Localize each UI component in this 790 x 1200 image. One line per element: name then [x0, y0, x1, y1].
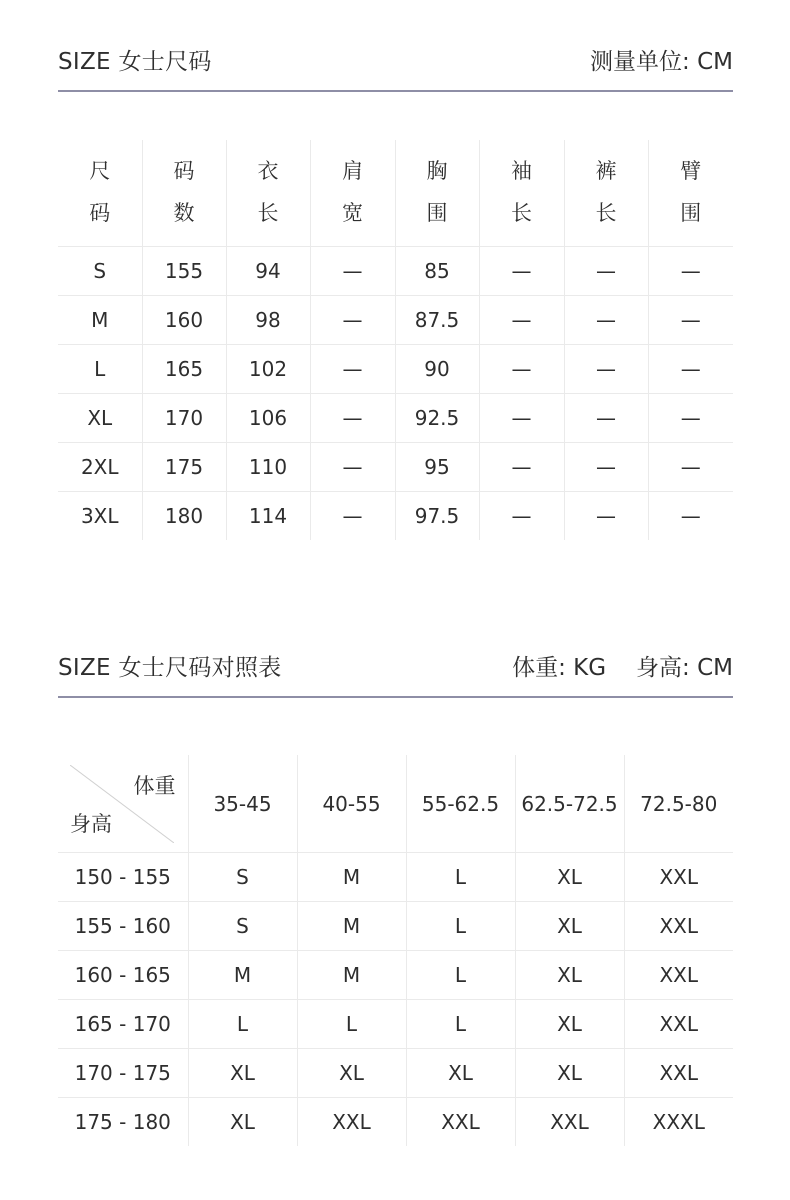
- size-cell: S: [188, 902, 297, 951]
- size-row-xl: [58, 394, 733, 443]
- table-row: [58, 1049, 733, 1098]
- table-row: [58, 902, 733, 951]
- size-cell: XXL: [297, 1098, 406, 1147]
- header-char: 码: [89, 201, 111, 225]
- size-comparison-header: [58, 656, 733, 698]
- height-unit-label: 身高: CM: [636, 655, 733, 681]
- table-cell: 160: [142, 296, 226, 345]
- corner-height-label: 身高: [70, 812, 112, 836]
- table-cell: —: [648, 492, 733, 541]
- size-cell: XL: [515, 1049, 624, 1098]
- table-cell: 3XL: [58, 492, 142, 541]
- size-cell: XXL: [624, 853, 733, 902]
- table-cell: 106: [226, 394, 310, 443]
- table-cell: —: [479, 394, 564, 443]
- table-cell: 95: [395, 443, 479, 492]
- height-range-cell: 170 - 175: [58, 1049, 188, 1098]
- weight-range-header: 55-62.5: [406, 755, 515, 853]
- table-cell: L: [58, 345, 142, 394]
- size-cell: L: [406, 902, 515, 951]
- header-char: 袖: [511, 159, 532, 183]
- table-cell: XL: [58, 394, 142, 443]
- size-cell: XL: [515, 902, 624, 951]
- table-cell: —: [310, 394, 395, 443]
- header-char: 围: [680, 201, 702, 225]
- size-cell: XXL: [624, 1000, 733, 1049]
- size-cell: L: [406, 853, 515, 902]
- size-cell: XL: [406, 1049, 515, 1098]
- size-cell: XL: [297, 1049, 406, 1098]
- size-chart-table: [58, 140, 733, 540]
- size-cell: XXL: [624, 951, 733, 1000]
- header-char: 围: [426, 201, 448, 225]
- table-cell: 98: [226, 296, 310, 345]
- size-cell: XL: [515, 1000, 624, 1049]
- height-range-cell: 150 - 155: [58, 853, 188, 902]
- weight-range-header: 40-55: [297, 755, 406, 853]
- header-char: 码: [173, 159, 195, 183]
- comparison-units: [512, 649, 733, 682]
- size-row-2xl: [58, 443, 733, 492]
- size-row-l: [58, 345, 733, 394]
- table-cell: —: [648, 345, 733, 394]
- table-row: [58, 951, 733, 1000]
- table-cell: 110: [226, 443, 310, 492]
- table-cell: —: [648, 394, 733, 443]
- size-chart-header-row: [58, 140, 733, 247]
- table-cell: 90: [395, 345, 479, 394]
- header-char: 宽: [342, 201, 363, 225]
- table-cell: —: [564, 247, 648, 296]
- comparison-header-row: [58, 755, 733, 853]
- header-cell-size: [58, 140, 142, 247]
- table-cell: 2XL: [58, 443, 142, 492]
- header-char: 肩: [342, 159, 363, 183]
- height-range-cell: 155 - 160: [58, 902, 188, 951]
- header-char: 数: [173, 201, 195, 225]
- size-row-3xl: [58, 492, 733, 541]
- table-cell: —: [648, 296, 733, 345]
- measurement-unit-label: 测量单位: CM: [590, 49, 733, 75]
- weight-range-header: 35-45: [188, 755, 297, 853]
- size-cell: XL: [188, 1098, 297, 1147]
- header-cell-sleeve: [479, 140, 564, 247]
- size-cell: L: [406, 951, 515, 1000]
- height-range-cell: 160 - 165: [58, 951, 188, 1000]
- size-cell: XXL: [515, 1098, 624, 1147]
- size-cell: S: [188, 853, 297, 902]
- size-comparison-title: SIZE 女士尺码对照表: [58, 655, 282, 681]
- size-cell: XL: [515, 951, 624, 1000]
- table-cell: —: [479, 492, 564, 541]
- height-range-cell: 175 - 180: [58, 1098, 188, 1147]
- table-cell: 87.5: [395, 296, 479, 345]
- header-char: 尺: [89, 159, 111, 183]
- table-cell: —: [564, 492, 648, 541]
- header-char: 长: [595, 201, 617, 225]
- table-cell: 97.5: [395, 492, 479, 541]
- table-cell: 180: [142, 492, 226, 541]
- size-cell: L: [297, 1000, 406, 1049]
- size-cell: L: [406, 1000, 515, 1049]
- header-char: 衣: [257, 159, 279, 183]
- table-cell: —: [564, 296, 648, 345]
- size-cell: XXL: [624, 902, 733, 951]
- table-cell: —: [564, 394, 648, 443]
- size-cell: M: [297, 902, 406, 951]
- header-char: 裤: [595, 159, 617, 183]
- table-cell: —: [564, 345, 648, 394]
- header-cell-length: [226, 140, 310, 247]
- table-cell: 114: [226, 492, 310, 541]
- measurement-unit: [590, 43, 733, 76]
- table-cell: 85: [395, 247, 479, 296]
- table-row: [58, 853, 733, 902]
- size-cell: XL: [188, 1049, 297, 1098]
- header-cell-chest: [395, 140, 479, 247]
- table-row: [58, 1000, 733, 1049]
- header-char: 胸: [426, 159, 448, 183]
- table-cell: 165: [142, 345, 226, 394]
- size-cell: XXL: [406, 1098, 515, 1147]
- header-char: 臂: [680, 159, 702, 183]
- table-cell: 170: [142, 394, 226, 443]
- table-row: [58, 1098, 733, 1147]
- header-cell-pants: [564, 140, 648, 247]
- table-cell: —: [310, 492, 395, 541]
- table-cell: 102: [226, 345, 310, 394]
- size-cell: XXXL: [624, 1098, 733, 1147]
- table-cell: —: [310, 247, 395, 296]
- weight-range-header: 62.5-72.5: [515, 755, 624, 853]
- header-char: 长: [257, 201, 279, 225]
- corner-weight-label: 体重: [133, 774, 176, 798]
- table-cell: —: [648, 247, 733, 296]
- table-cell: —: [564, 443, 648, 492]
- size-comparison-table: [58, 755, 733, 1146]
- header-cell-shoulder: [310, 140, 395, 247]
- size-row-m: [58, 296, 733, 345]
- size-row-s: [58, 247, 733, 296]
- table-cell: —: [479, 443, 564, 492]
- table-cell: —: [479, 296, 564, 345]
- weight-unit-label: 体重: KG: [512, 655, 607, 681]
- height-range-cell: 165 - 170: [58, 1000, 188, 1049]
- table-cell: —: [310, 296, 395, 345]
- weight-range-header: 72.5-80: [624, 755, 733, 853]
- table-cell: —: [310, 443, 395, 492]
- table-cell: —: [479, 247, 564, 296]
- size-cell: M: [297, 853, 406, 902]
- table-cell: 92.5: [395, 394, 479, 443]
- header-cell-number: [142, 140, 226, 247]
- size-chart-title: SIZE 女士尺码: [58, 49, 212, 75]
- table-cell: —: [479, 345, 564, 394]
- size-cell: M: [188, 951, 297, 1000]
- table-cell: 94: [226, 247, 310, 296]
- table-cell: 175: [142, 443, 226, 492]
- size-chart-header: [58, 50, 733, 92]
- header-char: 长: [511, 201, 532, 225]
- table-cell: —: [648, 443, 733, 492]
- size-cell: M: [297, 951, 406, 1000]
- header-cell-arm: [648, 140, 733, 247]
- table-cell: M: [58, 296, 142, 345]
- table-cell: —: [310, 345, 395, 394]
- size-cell: XL: [515, 853, 624, 902]
- corner-cell: [58, 755, 188, 853]
- size-cell: L: [188, 1000, 297, 1049]
- table-cell: 155: [142, 247, 226, 296]
- size-cell: XXL: [624, 1049, 733, 1098]
- table-cell: S: [58, 247, 142, 296]
